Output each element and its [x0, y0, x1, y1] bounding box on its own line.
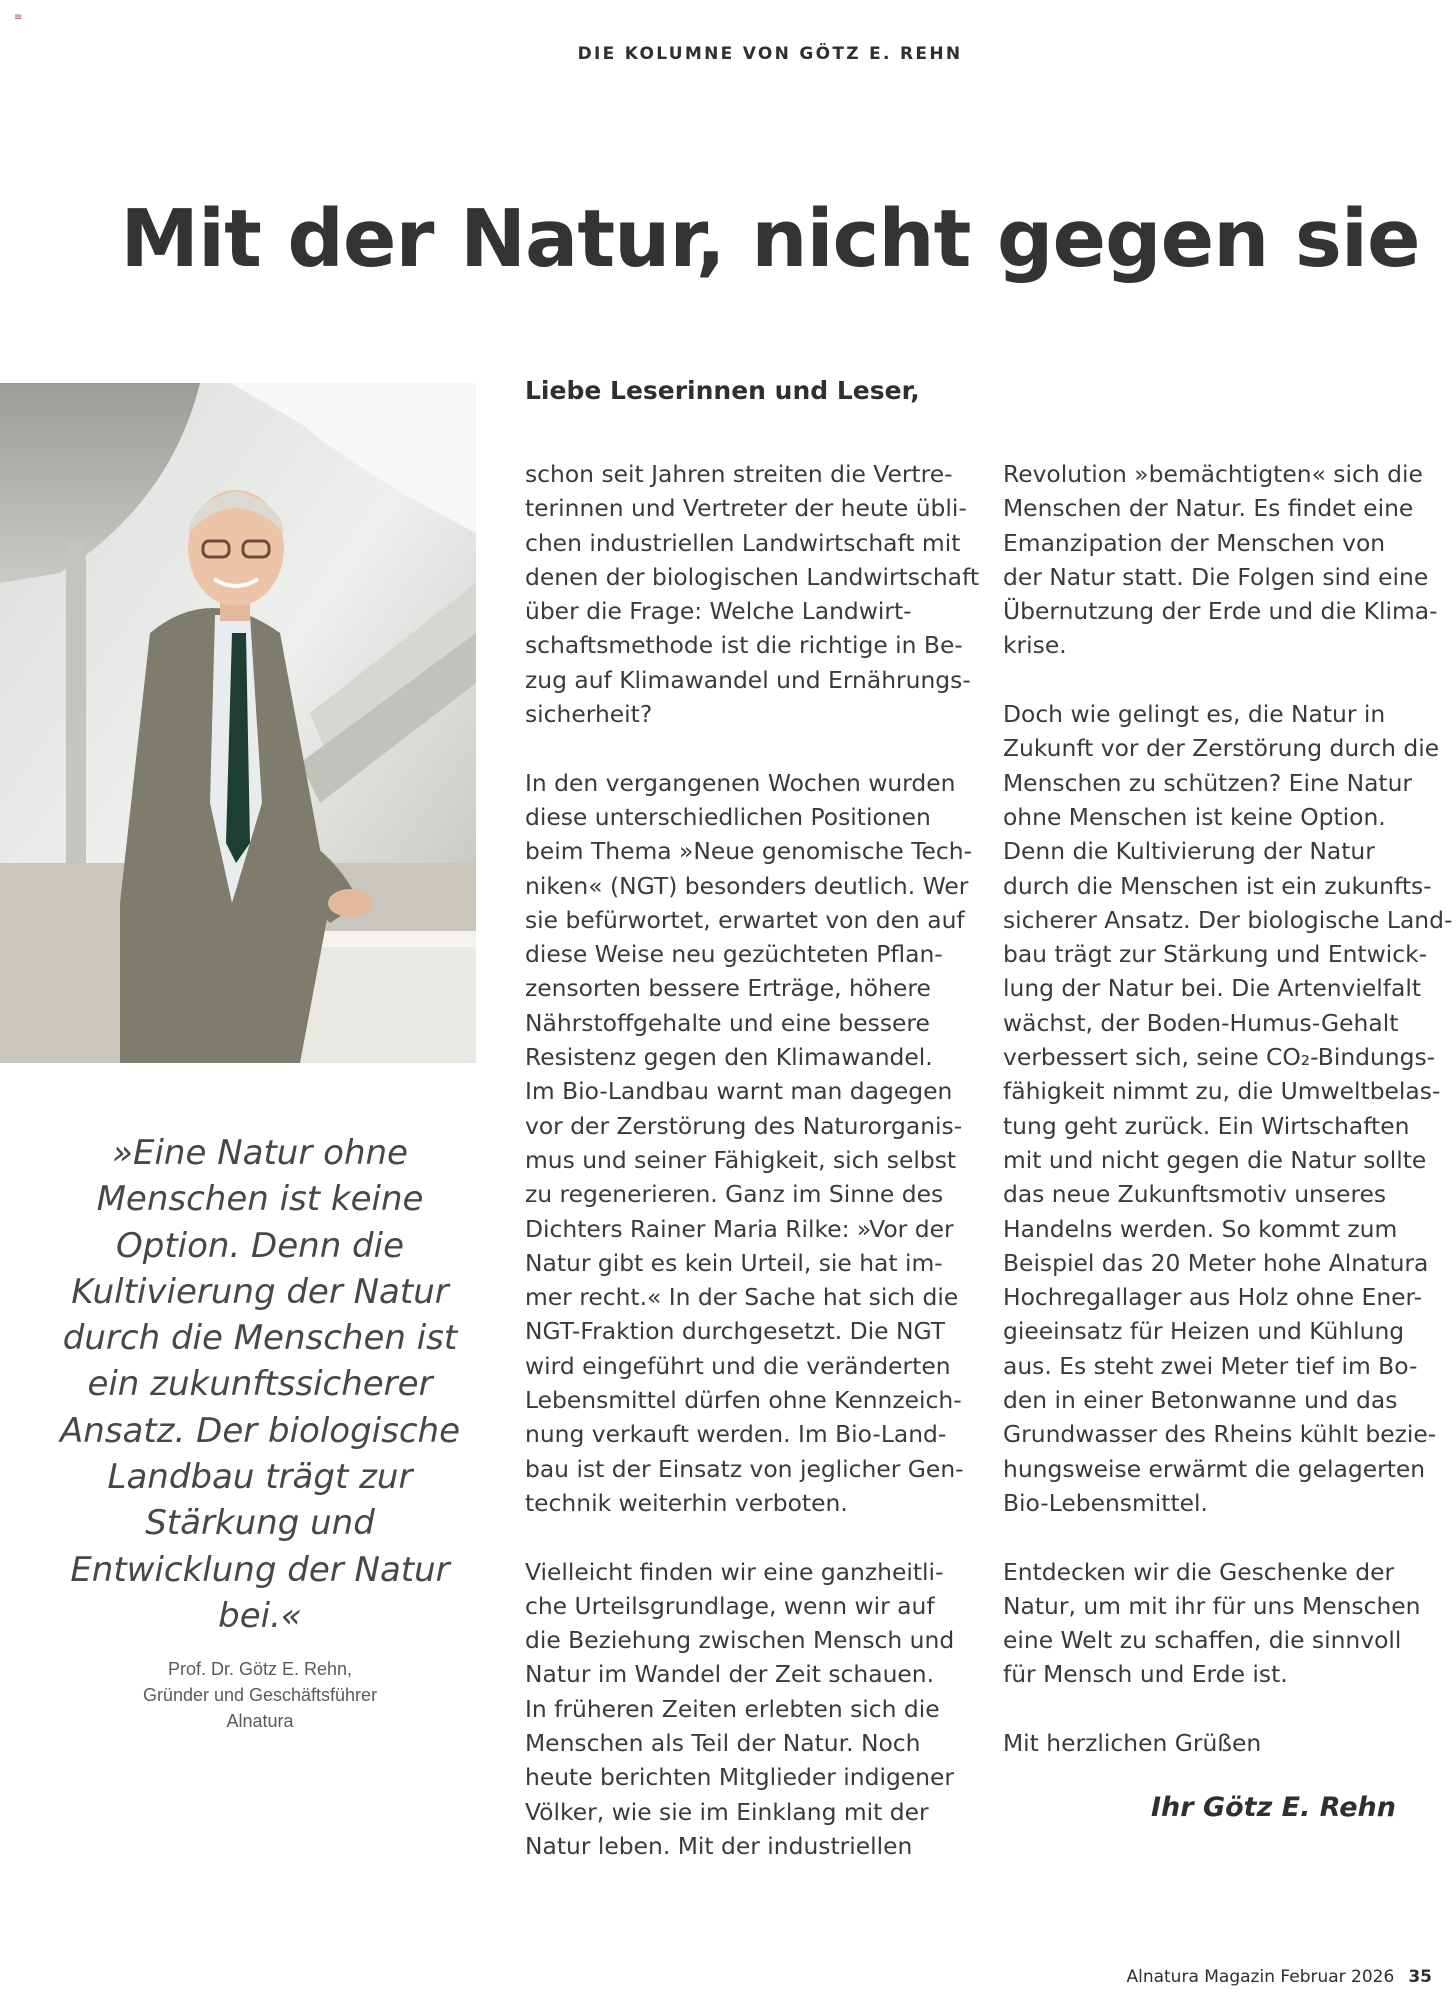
menu-icon[interactable]: ≡: [14, 12, 23, 23]
closing-greeting: Mit herzlichen Grüßen: [1003, 1728, 1262, 1757]
attribution-line: Gründer und Geschäftsführer: [142, 1685, 378, 1705]
pull-quote: »Eine Natur ohne Menschen ist keine Option. Denn die Kultivierung der Natur durch die Menschen ist ein zukunftssicherer Ansatz. Der biologische Landbau trägt zur Stärkung und Entwicklung der Natur bei.«: [59, 1133, 460, 1636]
page-title: Mit der Natur, nicht gegen sie: [120, 193, 1420, 285]
paragraph: Vielleicht finden wir eine ganzheitli- che Urteilsgrundlage, wenn wir auf die Beziehung zwischen Mensch und Natur im Wandel der Zeit schauen. In früheren Zeiten erlebten sich die Menschen als Teil der Natur. Noch heute berichten Mitglieder indigener Völker, wie sie im Einklang mit der Natur leben. Mit der industriellen: [525, 1557, 955, 1860]
salutation: Liebe Leserinnen und Leser,: [525, 376, 920, 405]
pull-quote-attribution: [55, 1656, 465, 1734]
article-column-2: [1003, 457, 1456, 1795]
paragraph: Doch wie gelingt es, die Natur in Zukunft vor der Zerstörung durch die Menschen zu schützen? Eine Natur ohne Menschen ist keine Option. Denn die Kultivierung der Natur durch die Menschen ist ein zukunfts- sicherer Ansatz. Der biologische Land- bau trägt zur Stärkung und Entwick- lung der Natur bei. Die Artenvielfalt wächst, der Boden-Humus-Gehalt verbessert sich, seine CO₂-Bindungs- fähigkeit nimmt zu, die Umweltbelas- tung geht zurück. Ein Wirtschaften mit und nicht gegen die Natur sollte das neue Zukunftsmotiv unseres Handelns werden. So kommt zum Beispiel das 20 Meter hohe Alnatura Hochregallager aus Holz ohne Ener- gieeinsatz für Heizen und Kühlung aus. Es steht zwei Meter tief im Bo- den in einer Betonwanne und das Grundwasser des Rheins kühlt bezie- hungsweise erwärmt die gelagerten Bio-Lebensmittel.: [1003, 700, 1453, 1517]
author-photo: [0, 383, 476, 1063]
paragraph: schon seit Jahren streiten die Vertre- terinnen und Vertreter der heute übli- chen industriellen Landwirtschaft mit denen der biologischen Landwirtschaft über die Frage: Welche Landwirt- schaftsmethode ist die richtige in Be- zug auf Klimawandel und Ernährungs- sicherheit?: [525, 460, 979, 729]
attribution-line: Alnatura: [226, 1711, 294, 1731]
paragraph: Revolution »bemächtigten« sich die Menschen der Natur. Es findet eine Emanzipation der Menschen von der Natur statt. Die Folgen sind eine Übernutzung der Erde und die Klima- krise.: [1003, 460, 1438, 660]
column-kicker: DIE KOLUMNE VON GÖTZ E. REHN: [577, 44, 963, 64]
author-signature: Ihr Götz E. Rehn: [1150, 1792, 1396, 1823]
attribution-line: Prof. Dr. Götz E. Rehn,: [167, 1659, 353, 1679]
page-footer: [1126, 1967, 1432, 1987]
paragraph: Entdecken wir die Geschenke der Natur, um mit ihr für uns Menschen eine Welt zu schaffen, die sinnvoll für Mensch und Erde ist.: [1003, 1557, 1421, 1689]
article-column-1: [525, 457, 985, 1897]
magazine-issue: Alnatura Magazin Februar 2026: [1126, 1967, 1395, 1987]
page-number: 35: [1408, 1967, 1432, 1987]
paragraph: In den vergangenen Wochen wurden diese unterschiedlichen Positionen beim Thema »Neue genomische Tech- niken« (NGT) besonders deutlich. Wer sie befürwortet, erwartet von den auf diese Weise neu gezüchteten Pflan- zensorten bessere Erträge, höhere Nährstoffgehalte und eine bessere Resistenz gegen den Klimawandel. Im Bio-Landbau warnt man dagegen vor der Zerstörung des Naturorganis- mus und seiner Fähigkeit, sich selbst zu regenerieren. Ganz im Sinne des Dichters Rainer Maria Rilke: »Vor der Natur gibt es kein Urteil, sie hat im- mer recht.« In der Sache hat sich die NGT-Fraktion durchgesetzt. Die NGT wird eingeführt und die veränderten Lebensmittel dürfen ohne Kennzeich- nung verkauft werden. Im Bio-Land- bau ist der Einsatz von jeglicher Gen- technik weiterhin verboten.: [525, 768, 973, 1517]
